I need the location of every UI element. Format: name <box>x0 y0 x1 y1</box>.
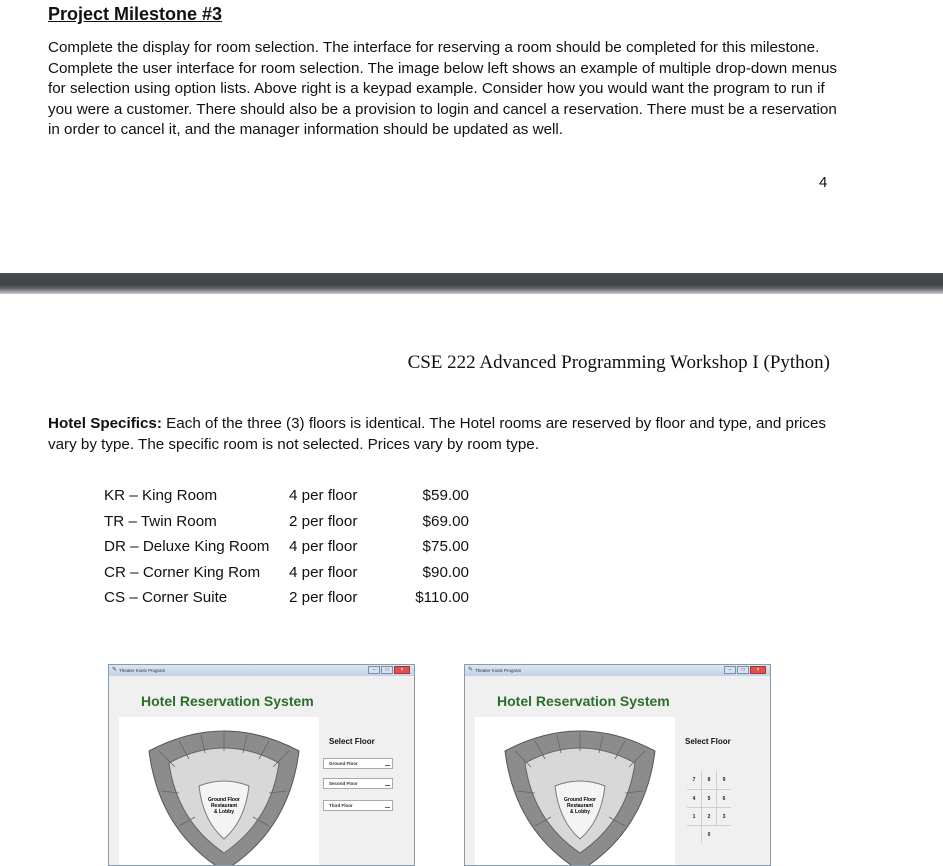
keypad-key-6: 6 <box>722 796 726 802</box>
dropdown-arrow-icon <box>385 782 390 786</box>
app-title: Hotel Reservation System <box>141 693 314 709</box>
plan-label-line1: Ground Floor <box>208 797 240 803</box>
room-price: $75.00 <box>422 538 469 556</box>
keypad-key-1: 1 <box>692 814 696 820</box>
window-controls <box>723 666 766 674</box>
hotel-specifics-text: Each of the three (3) floors is identical. The Hotel rooms are reserved by floor and type, and prices vary by type. The specific room is not selected. Prices vary by room type. <box>48 415 827 453</box>
room-count: 4 per floor <box>289 538 358 556</box>
floor-dropdown-second <box>323 778 393 789</box>
hotel-specifics-paragraph <box>48 414 848 455</box>
room-name: KR – King Room <box>104 487 218 505</box>
keypad-key-2: 2 <box>707 814 711 820</box>
floor-plan-icon <box>495 721 665 866</box>
keypad-key-8: 8 <box>707 777 711 783</box>
feather-icon: ✎ <box>112 667 118 673</box>
window-controls <box>367 666 410 674</box>
select-floor-label: Select Floor <box>685 737 731 746</box>
dropdown-arrow-icon <box>385 804 390 808</box>
room-count: 4 per floor <box>289 563 358 581</box>
room-name: TR – Twin Room <box>104 512 217 530</box>
course-header: CSE 222 Advanced Programming Workshop I (Python) <box>407 352 830 373</box>
milestone-description: Complete the display for room selection. The interface for reserving a room should be completed for this milestone. Complete the user interface for room selection. The image below left shows an example of multiple drop-down menus for selection using option lists. Above right is a keypad example. Consider how you would want the program to run if you were a customer. There should also be a provision to login and cancel a reservation. There must be a reservation in order to cancel it, and the manager information should be updated as well. <box>48 39 838 138</box>
room-count: 2 per floor <box>289 512 358 530</box>
keypad-key-4: 4 <box>692 796 696 802</box>
dropdown-value: Second Floor <box>329 781 358 786</box>
close-icon: × <box>394 666 410 674</box>
window-title: Theater Kiosk Program <box>475 668 522 673</box>
keypad-key-3: 3 <box>722 814 726 820</box>
minimize-icon: – <box>724 666 736 674</box>
maximize-icon: □ <box>381 666 393 674</box>
table-row <box>104 483 469 509</box>
room-count: 4 per floor <box>289 487 358 505</box>
window-titlebar <box>465 665 770 676</box>
page-number: 4 <box>819 174 828 191</box>
select-floor-label: Select Floor <box>329 737 375 746</box>
hotel-specifics-label: Hotel Specifics: <box>48 415 162 432</box>
floor-plan-image <box>119 717 319 865</box>
page-break-divider <box>0 273 943 294</box>
plan-label-line3: & Lobby <box>214 809 234 815</box>
app-title: Hotel Reservation System <box>497 693 670 709</box>
room-name: CS – Corner Suite <box>104 589 228 607</box>
dropdown-arrow-icon <box>385 762 390 766</box>
room-name: DR – Deluxe King Room <box>104 538 270 556</box>
keypad-example-screenshot <box>464 664 771 866</box>
table-row <box>104 509 469 535</box>
milestone-heading: Project Milestone #3 <box>48 4 223 24</box>
plan-label-line1: Ground Floor <box>564 797 596 803</box>
keypad-key-7: 7 <box>692 777 696 783</box>
maximize-icon: □ <box>737 666 749 674</box>
window-titlebar <box>109 665 414 676</box>
room-price: $110.00 <box>415 589 469 607</box>
keypad-key-5: 5 <box>707 796 711 802</box>
close-icon: × <box>750 666 766 674</box>
table-row <box>104 560 469 586</box>
floor-dropdown-third <box>323 800 393 811</box>
floor-dropdown-ground <box>323 758 393 769</box>
dropdown-example-screenshot <box>108 664 415 866</box>
keypad-key-0: 0 <box>707 832 711 838</box>
feather-icon: ✎ <box>468 667 474 673</box>
floor-plan-image <box>475 717 675 865</box>
room-price-table <box>104 483 469 611</box>
room-price: $69.00 <box>422 512 469 530</box>
plan-label-line3: & Lobby <box>570 809 590 815</box>
table-row <box>104 534 469 560</box>
room-count: 2 per floor <box>289 589 358 607</box>
floor-plan-icon <box>139 721 309 866</box>
plan-label-line2: Restaurant <box>566 803 594 809</box>
dropdown-value: Third Floor <box>329 803 353 808</box>
room-price: $90.00 <box>422 563 469 581</box>
dropdown-value: Ground Floor <box>329 761 358 766</box>
room-name: CR – Corner King Rom <box>104 563 261 581</box>
keypad-key-9: 9 <box>722 777 726 783</box>
plan-label-line2: Restaurant <box>210 803 238 809</box>
minimize-icon: – <box>368 666 380 674</box>
room-price: $59.00 <box>422 487 469 505</box>
table-row <box>104 585 469 611</box>
window-title: Theater Kiosk Program <box>119 668 166 673</box>
